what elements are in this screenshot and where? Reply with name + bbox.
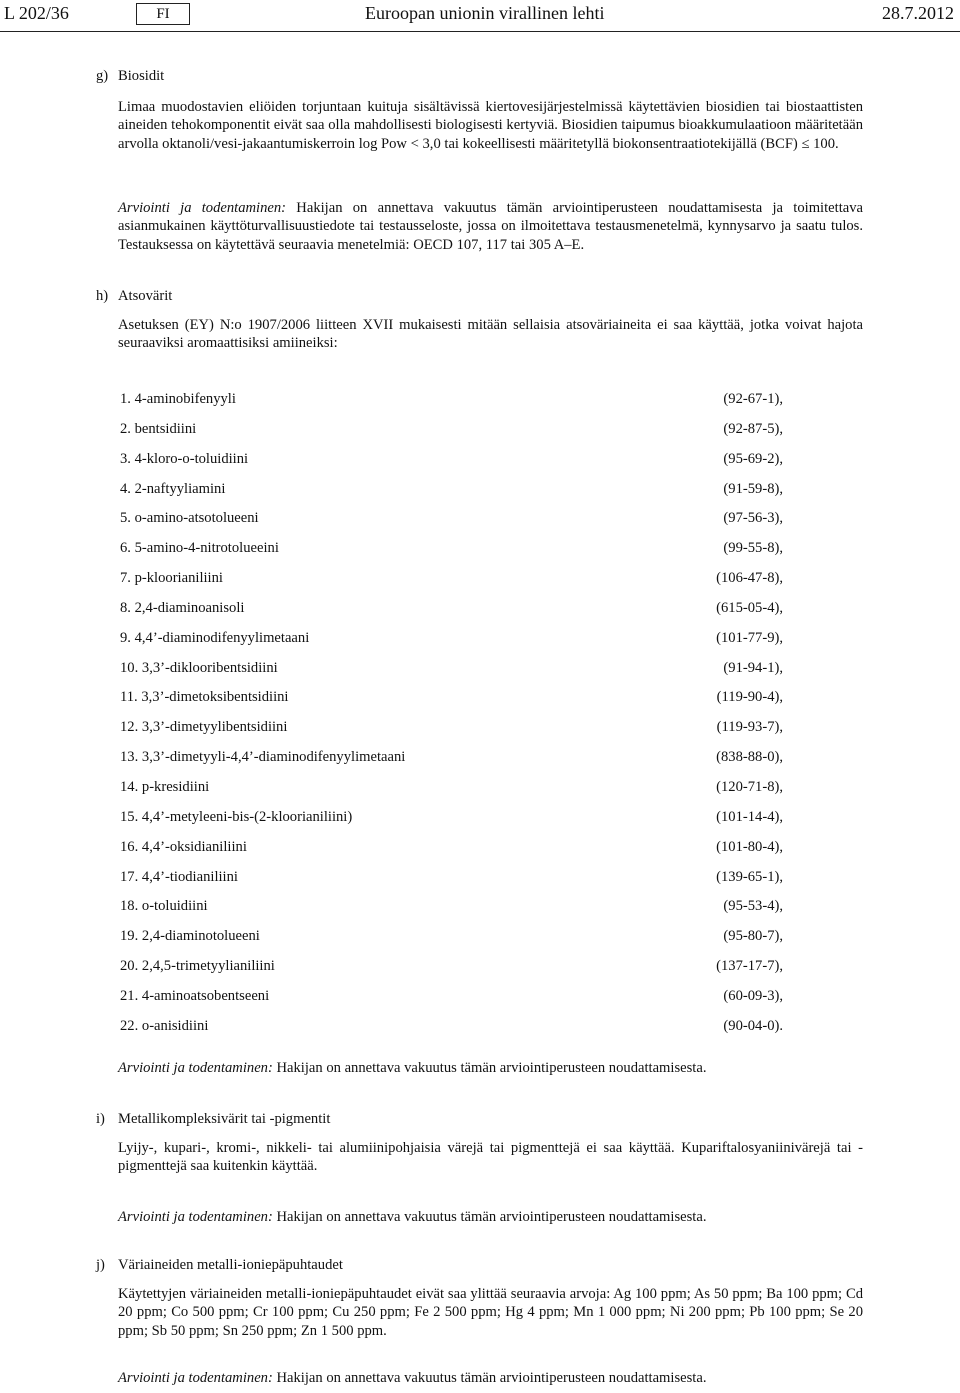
- cas-number: (92-87-5),: [723, 420, 783, 437]
- list-item: [118, 927, 783, 957]
- amine-name: 2. bentsidiini: [120, 420, 197, 437]
- list-item: [118, 480, 783, 510]
- cas-number: (101-14-4),: [716, 808, 783, 825]
- section-heading-h: [96, 287, 172, 305]
- amine-name: 8. 2,4-diaminoanisoli: [120, 599, 245, 616]
- cas-number: (106-47-8),: [716, 570, 783, 587]
- amine-name: 9. 4,4’-diaminodifenyylimetaani: [120, 629, 310, 646]
- section-g-assessment: [118, 199, 863, 254]
- amine-name: 12. 3,3’-dimetyylibentsidiini: [120, 719, 288, 736]
- cas-number: (91-94-1),: [723, 659, 783, 676]
- list-item: [118, 599, 783, 629]
- cas-number: (95-53-4),: [723, 898, 783, 915]
- section-title: Väriaineiden metalli-ioniepäpuhtaudet: [118, 1257, 343, 1273]
- cas-number: (90-04-0).: [723, 1017, 783, 1034]
- section-letter: h): [96, 288, 109, 304]
- section-g-paragraph: Limaa muodostavien eliöiden torjuntaan kuituja sisältävissä kiertovesijärjestelmissä käytettävien biosidien tai biostaattisten aineiden tehokomponentit eivät saa olla mahdollisesti biologisesti kertyviä. Biosidien taipumus bioakkumulaatioon määritetään arvolla oktanoli/vesi-jakaantumiskerroin log Pow < 3,0 tai kokeellisesti määritetyllä biokonsentraatiotekijällä (BCF) ≤ 100.: [118, 99, 863, 152]
- list-item: [118, 420, 783, 450]
- cas-number: (119-93-7),: [716, 719, 783, 736]
- publication-date: 28.7.2012: [882, 3, 954, 23]
- list-item: [118, 957, 783, 987]
- header-divider: [0, 31, 960, 32]
- assessment-label: Arviointi ja todentaminen:: [118, 1209, 273, 1225]
- cas-number: (97-56-3),: [723, 510, 783, 527]
- amine-name: 4. 2-naftyyliamini: [120, 480, 226, 497]
- list-item: [118, 778, 783, 808]
- amine-name: 10. 3,3’-diklooribentsidiini: [120, 659, 278, 676]
- list-item: [118, 1017, 783, 1047]
- section-letter: g): [96, 68, 109, 84]
- list-item: [118, 987, 783, 1017]
- section-title: Atsovärit: [118, 288, 173, 304]
- list-item: [118, 868, 783, 898]
- amine-name: 15. 4,4’-metyleeni-bis-(2-kloorianiliini): [120, 808, 353, 825]
- section-heading-g: [96, 67, 164, 85]
- list-item: [118, 569, 783, 599]
- list-item: [118, 808, 783, 838]
- cas-number: (95-80-7),: [723, 928, 783, 945]
- section-i-assessment: [118, 1208, 863, 1226]
- assessment-text: Hakijan on annettava vakuutus tämän arviointiperusteen noudattamisesta ja toimitettava asianmukainen käyttöturvallisuustiedote tai testausseloste, jossa on ilmoitettava testausmenetelmä, kynnysarvo ja saatu tulos. Testauksessa on käytettävä seuraavia menetelmiä: OECD 107, 117 tai 305 A–E.: [118, 200, 863, 253]
- list-item: [118, 390, 783, 420]
- cas-number: (99-55-8),: [723, 540, 783, 557]
- cas-number: (838-88-0),: [716, 749, 783, 766]
- language-badge: FI: [136, 3, 190, 25]
- amine-name: 11. 3,3’-dimetoksibentsidiini: [120, 689, 289, 706]
- list-item: [118, 539, 783, 569]
- cas-number: (137-17-7),: [716, 958, 783, 975]
- page-header: [0, 0, 960, 32]
- assessment-text: Hakijan on annettava vakuutus tämän arviointiperusteen noudattamisesta.: [272, 1060, 707, 1076]
- section-i-paragraph: Lyijy-, kupari-, kromi-, nikkeli- tai alumiinipohjaisia värejä tai pigmenttejä ei saa käyttää. Kupariftalosyaniinivärejä tai -pigmenttejä saa kuitenkin käyttää.: [118, 1140, 863, 1175]
- cas-number: (119-90-4),: [716, 689, 783, 706]
- assessment-label: Arviointi ja todentaminen:: [118, 1370, 273, 1386]
- section-h-paragraph: Asetuksen (EY) N:o 1907/2006 liitteen XVII mukaisesti mitään sellaisia atsoväriaineita ei saa käyttää, jotka voivat hajota seuraaviksi aromaattisiksi amiineiksi:: [118, 317, 863, 352]
- list-item: [118, 897, 783, 927]
- amine-list: [118, 390, 783, 1047]
- section-letter: i): [96, 1111, 105, 1127]
- cas-number: (92-67-1),: [723, 391, 783, 407]
- cas-number: (101-77-9),: [716, 629, 783, 646]
- assessment-text: Hakijan on annettava vakuutus tämän arviointiperusteen noudattamisesta.: [272, 1370, 707, 1386]
- cas-number: (101-80-4),: [716, 838, 783, 855]
- section-title: Metallikompleksivärit tai -pigmentit: [118, 1111, 331, 1127]
- cas-number: (95-69-2),: [723, 450, 783, 467]
- assessment-label: Arviointi ja todentaminen:: [118, 1060, 273, 1076]
- assessment-label: Arviointi ja todentaminen:: [118, 200, 287, 216]
- amine-name: 3. 4-kloro-o-toluidiini: [120, 450, 249, 467]
- list-item: [118, 659, 783, 689]
- journal-title: Euroopan unionin virallinen lehti: [365, 3, 605, 23]
- section-title: Biosidit: [118, 68, 165, 84]
- amine-name: 1. 4-aminobifenyyli: [120, 391, 236, 407]
- amine-name: 16. 4,4’-oksidianiliini: [120, 838, 247, 855]
- assessment-text: Hakijan on annettava vakuutus tämän arviointiperusteen noudattamisesta.: [272, 1209, 707, 1225]
- section-j-assessment: [118, 1369, 863, 1387]
- amine-name: 22. o-anisidiini: [120, 1017, 209, 1034]
- cas-number: (615-05-4),: [716, 599, 783, 616]
- amine-name: 13. 3,3’-dimetyyli-4,4’-diaminodifenyylimetaani: [120, 749, 406, 766]
- page-reference: L 202/36: [4, 3, 69, 23]
- list-item: [118, 718, 783, 748]
- amine-name: 21. 4-aminoatsobentseeni: [120, 987, 270, 1004]
- list-item: [118, 509, 783, 539]
- cas-number: (139-65-1),: [716, 868, 783, 885]
- section-letter: j): [96, 1257, 105, 1273]
- amine-name: 17. 4,4’-tiodianiliini: [120, 868, 238, 885]
- section-heading-i: [96, 1110, 330, 1128]
- list-item: [118, 748, 783, 778]
- section-j-paragraph: Käytettyjen väriaineiden metalli-ioniepäpuhtaudet eivät saa ylittää seuraavia arvoja: Ag 100 ppm; As 50 ppm; Ba 100 ppm; Cd 20 ppm; Co 500 ppm; Cr 100 ppm; Cu 250 ppm; Fe 2 500 ppm; Hg 4 ppm; Mn 1 000 ppm; Ni 200 ppm; Pb 100 ppm; Se 20 ppm; Sb 50 ppm; Sn 250 ppm; Zn 1 500 ppm.: [118, 1286, 863, 1339]
- amine-name: 5. o-amino-atsotolueeni: [120, 510, 259, 527]
- list-item: [118, 838, 783, 868]
- cas-number: (120-71-8),: [716, 778, 783, 795]
- list-item: [118, 629, 783, 659]
- cas-number: (91-59-8),: [723, 480, 783, 497]
- amine-name: 20. 2,4,5-trimetyylianiliini: [120, 958, 275, 975]
- amine-name: 19. 2,4-diaminotolueeni: [120, 928, 260, 945]
- amine-name: 7. p-kloorianiliini: [120, 570, 223, 587]
- amine-name: 6. 5-amino-4-nitrotolueeini: [120, 540, 279, 557]
- list-item: [118, 688, 783, 718]
- amine-name: 14. p-kresidiini: [120, 778, 210, 795]
- amine-name: 18. o-toluidiini: [120, 898, 208, 915]
- section-heading-j: [96, 1256, 343, 1274]
- cas-number: (60-09-3),: [723, 987, 783, 1004]
- list-item: [118, 450, 783, 480]
- section-h-assessment: [118, 1059, 863, 1077]
